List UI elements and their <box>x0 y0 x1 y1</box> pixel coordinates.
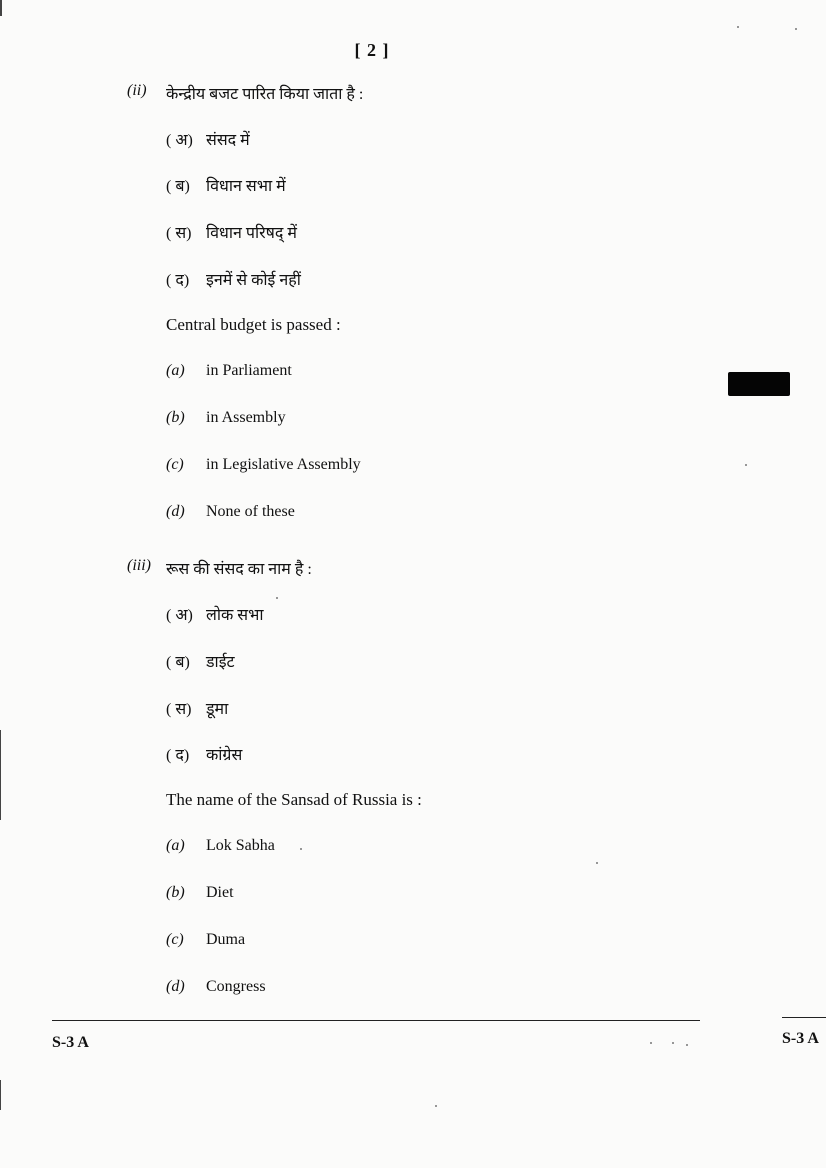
option-text: विधान परिषद् में <box>206 225 297 242</box>
option-mark: (a) <box>166 362 185 379</box>
scan-speck <box>737 26 739 28</box>
option-english <box>166 884 234 902</box>
page-number: [ 2 ] <box>354 40 390 60</box>
option-hindi <box>166 650 235 672</box>
option-mark: ( द) <box>166 272 190 289</box>
option-english <box>166 362 292 380</box>
option-mark: ( ब) <box>166 178 190 195</box>
scan-speck <box>650 1042 652 1044</box>
option-text: Diet <box>206 884 234 901</box>
option-english <box>166 456 361 474</box>
scan-edge-mark <box>0 1080 1 1110</box>
option-mark: (c) <box>166 931 184 948</box>
option-hindi <box>166 743 242 765</box>
option-mark: ( अ) <box>166 132 193 149</box>
footer-code-right: S-3 A <box>782 1030 819 1047</box>
option-mark: ( अ) <box>166 607 193 624</box>
scan-edge-mark <box>0 0 2 16</box>
option-mark: (d) <box>166 503 185 520</box>
scan-speck <box>596 862 598 864</box>
footer-code-left: S-3 A <box>52 1034 89 1051</box>
scan-speck <box>672 1042 674 1044</box>
question-text-english: Central budget is passed : <box>166 315 341 334</box>
scan-speck <box>745 464 747 466</box>
option-mark: (d) <box>166 978 185 995</box>
question-number: (ii) <box>127 82 147 99</box>
option-text: इनमें से कोई नहीं <box>206 272 301 289</box>
option-text: संसद में <box>206 132 250 149</box>
option-hindi <box>166 268 301 290</box>
scan-speck <box>276 597 278 599</box>
option-text: लोक सभा <box>206 607 264 624</box>
option-hindi <box>166 174 286 196</box>
scan-speck <box>686 1044 688 1046</box>
option-text: in Parliament <box>206 362 292 379</box>
option-text: Duma <box>206 931 246 948</box>
footer-rule-right <box>782 1017 826 1018</box>
option-mark: (a) <box>166 837 185 854</box>
option-text: डूमा <box>206 701 229 718</box>
option-mark: ( ब) <box>166 654 190 671</box>
option-hindi <box>166 697 228 719</box>
option-mark: ( स) <box>166 701 192 718</box>
option-hindi <box>166 221 297 243</box>
question-text-hindi: रूस की संसद का नाम है : <box>166 561 312 578</box>
option-english <box>166 837 275 855</box>
option-mark: (b) <box>166 409 185 426</box>
option-english <box>166 409 286 427</box>
option-text: डाईट <box>206 654 235 671</box>
redaction-block <box>728 372 790 396</box>
option-text: Lok Sabha <box>206 837 275 854</box>
scan-speck <box>300 848 302 850</box>
option-mark: ( द) <box>166 747 190 764</box>
question-text-hindi: केन्द्रीय बजट पारित किया जाता है : <box>166 86 364 103</box>
scan-speck <box>435 1105 437 1107</box>
option-mark: (b) <box>166 884 185 901</box>
option-hindi <box>166 603 264 625</box>
option-text: None of these <box>206 503 295 520</box>
option-text: कांग्रेस <box>206 747 243 764</box>
scan-speck <box>795 28 797 30</box>
option-text: in Assembly <box>206 409 286 426</box>
scan-edge-mark <box>0 730 1 820</box>
option-text: Congress <box>206 978 266 995</box>
option-text: विधान सभा में <box>206 178 286 195</box>
footer-rule <box>52 1020 700 1021</box>
option-english <box>166 978 266 996</box>
option-text: in Legislative Assembly <box>206 456 361 473</box>
option-english <box>166 503 295 521</box>
option-mark: ( स) <box>166 225 192 242</box>
question-number: (iii) <box>127 557 151 574</box>
option-english <box>166 931 245 949</box>
option-mark: (c) <box>166 456 184 473</box>
question-text-english: The name of the Sansad of Russia is : <box>166 790 422 809</box>
option-hindi <box>166 128 250 150</box>
